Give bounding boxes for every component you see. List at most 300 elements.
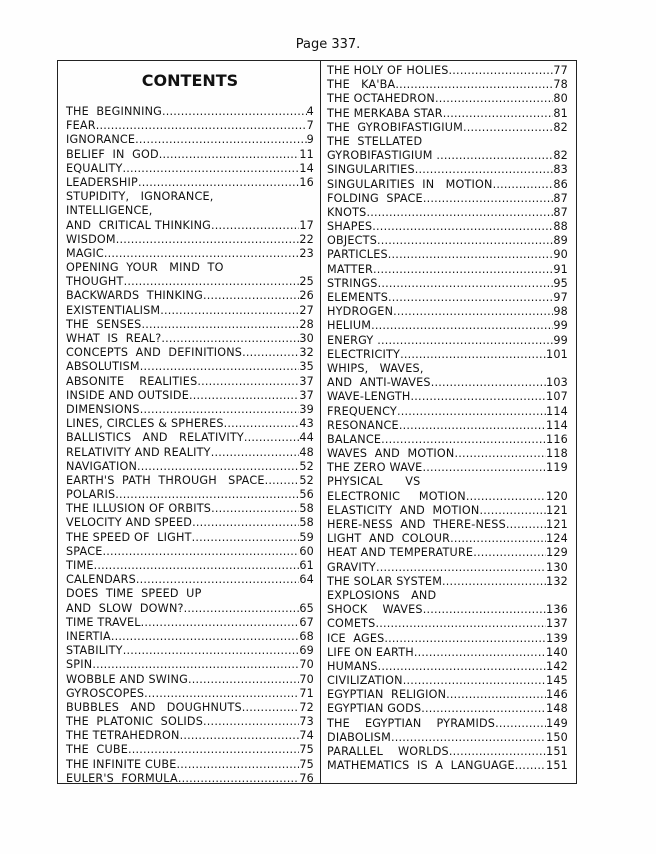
toc-entry-page: 97 (553, 291, 568, 304)
dot-leader (400, 348, 546, 362)
toc-entry (66, 602, 314, 616)
dot-leader (141, 616, 300, 630)
toc-entry-page: 27 (299, 303, 314, 317)
toc-entry (327, 561, 568, 575)
toc-entry (66, 630, 314, 644)
toc-entry (327, 248, 568, 262)
toc-entry (327, 461, 568, 475)
dot-leader (159, 148, 300, 162)
toc-entry-page: 87 (553, 191, 568, 205)
toc-entry (66, 162, 314, 176)
toc-entry-page: 14 (299, 161, 314, 175)
toc-entry (327, 688, 568, 702)
dot-leader (211, 446, 300, 460)
toc-entry-title: THE TETRAHEDRON (66, 729, 180, 743)
contents-column-right (327, 61, 568, 773)
toc-entry-title: EGYPTIAN RELIGION (327, 688, 447, 702)
toc-entry (327, 78, 568, 92)
toc-entry (327, 348, 568, 362)
dot-leader (111, 630, 299, 644)
toc-entry-title: COMETS (327, 617, 376, 631)
toc-entry-title: CIVILIZATION (327, 674, 403, 688)
toc-entry (66, 644, 314, 658)
dot-leader (436, 149, 553, 163)
toc-entry-page: 83 (553, 163, 568, 177)
toc-entry-page: 74 (299, 729, 314, 743)
toc-entry-title: ABSONITE REALITIES (66, 374, 198, 388)
toc-entry-page: 56 (299, 488, 314, 502)
toc-entry-page: 95 (553, 276, 568, 290)
toc-entry-page: 75 (299, 743, 314, 757)
toc-entry-title: BALLISTICS AND RELATIVITY (66, 431, 244, 445)
toc-entry-page: 17 (299, 218, 314, 232)
dot-leader (393, 305, 553, 319)
toc-entry-page: 82 (553, 149, 568, 163)
toc-entry (66, 275, 314, 289)
toc-entry-page: 48 (299, 445, 314, 459)
toc-entry-page: 103 (546, 376, 568, 390)
toc-entry-title: HELIUM (327, 319, 372, 333)
toc-entry-page: 137 (546, 617, 568, 631)
dot-leader (506, 518, 546, 532)
toc-entry-page: 91 (553, 262, 568, 276)
dot-leader (123, 162, 300, 176)
toc-entry-page: 114 (546, 418, 568, 432)
toc-entry (66, 673, 314, 687)
toc-entry-title: STRINGS (327, 276, 378, 290)
toc-entry (66, 531, 314, 545)
toc-entry-page: 16 (299, 175, 314, 189)
toc-entry-page: 28 (299, 317, 314, 331)
toc-entry-title: SPACE (66, 544, 103, 558)
toc-entry-page: 148 (546, 702, 568, 716)
dot-leader (388, 291, 553, 305)
toc-entry (66, 715, 314, 729)
toc-entry (66, 460, 314, 474)
toc-entry-title: ELEMENTS (327, 291, 388, 304)
toc-entry (327, 632, 568, 646)
toc-entry (66, 446, 314, 460)
toc-entry-page: 11 (299, 147, 314, 161)
dot-leader (423, 603, 546, 617)
toc-entry (66, 502, 314, 516)
toc-entry-title: ICE AGES (327, 631, 385, 645)
toc-entry-title: ELECTRONIC MOTION (327, 489, 466, 503)
toc-entry-title: OPENING YOUR MIND TO (66, 261, 224, 275)
toc-entry (327, 121, 568, 135)
toc-entry (327, 745, 568, 759)
toc-entry-title: THE SENSES (66, 317, 142, 331)
toc-entry-page: 30 (299, 332, 314, 345)
dot-leader (449, 745, 546, 759)
toc-entry-title: AND SLOW DOWN? (66, 601, 184, 615)
dot-leader (211, 219, 299, 233)
toc-entry (327, 504, 568, 518)
toc-entry (66, 417, 314, 431)
column-divider (320, 61, 321, 783)
dot-leader (189, 389, 299, 403)
toc-entry (327, 759, 568, 773)
toc-entry-title: ENERGY (327, 333, 378, 347)
dot-leader (450, 532, 546, 546)
toc-entry-page: 64 (299, 573, 314, 587)
toc-entry (327, 518, 568, 532)
toc-entry-title: THE OCTAHEDRON (327, 92, 435, 106)
toc-entry-title: EXISTENTIALISM (66, 303, 161, 317)
toc-entry-page: 23 (299, 246, 314, 260)
toc-entry-title: IGNORANCE (66, 133, 136, 147)
toc-entry-title: EARTH'S PATH THROUGH SPACE. (66, 473, 269, 487)
toc-entry-page: 149 (546, 716, 568, 730)
dot-leader (197, 375, 299, 389)
toc-entry-title: EQUALITY (66, 161, 123, 175)
toc-entry-title: THE STELLATED (327, 134, 423, 148)
dot-leader (515, 759, 546, 773)
toc-entry (327, 405, 568, 419)
dot-leader (411, 390, 546, 404)
toc-entry-title: EULER'S FORMULA (66, 771, 178, 785)
toc-entry (327, 390, 568, 404)
toc-entry (327, 277, 568, 291)
dot-leader (377, 334, 553, 348)
toc-entry (327, 206, 568, 220)
dot-leader (102, 545, 299, 559)
toc-entry-title: FOLDING SPACE (327, 191, 423, 205)
toc-entry-page: 72 (299, 700, 314, 714)
toc-entry (327, 490, 568, 504)
dot-leader (463, 121, 553, 135)
dot-leader (403, 674, 546, 688)
toc-entry-page: 32 (299, 346, 314, 360)
toc-entry (66, 758, 314, 772)
toc-entry (66, 488, 314, 502)
toc-entry (66, 133, 314, 147)
toc-entry (327, 92, 568, 106)
toc-entry (66, 559, 314, 573)
toc-entry-title: TIME (66, 559, 94, 572)
toc-entry-title: EGYPTIAN GODS (327, 702, 422, 716)
dot-leader (184, 602, 300, 616)
dot-leader (454, 447, 546, 461)
dot-leader (442, 575, 546, 589)
toc-entry (327, 376, 568, 390)
toc-entry-page: 69 (299, 644, 314, 658)
dot-leader (140, 360, 300, 374)
toc-entry-page: 75 (299, 757, 314, 771)
toc-entry (66, 658, 314, 672)
toc-entry-title: THE PLATONIC SOLIDS (66, 715, 204, 729)
toc-entry-page: 120 (546, 489, 568, 503)
toc-entry-page: 107 (546, 390, 568, 404)
dot-leader (399, 419, 546, 433)
toc-entry-page: 101 (546, 347, 568, 361)
toc-entry (327, 149, 568, 163)
dot-leader (244, 431, 299, 445)
dot-leader (124, 275, 300, 289)
toc-entry-title: PHYSICAL VS (327, 475, 421, 489)
toc-entry (66, 289, 314, 303)
toc-entry (327, 419, 568, 433)
toc-entry-page: 76 (299, 771, 314, 785)
toc-entry-title: RELATIVITY AND REALITY (66, 445, 211, 459)
toc-entry-title: BUBBLES AND DOUGHNUTS (66, 700, 242, 714)
dot-leader (395, 78, 553, 92)
toc-entry-title: CONCEPTS AND DEFINITIONS (66, 346, 243, 360)
dot-leader (421, 702, 546, 716)
toc-entry (66, 247, 314, 261)
toc-entry (327, 589, 568, 603)
dot-leader (376, 561, 546, 575)
toc-entry-page: 61 (299, 559, 314, 572)
toc-entry-title: WAVES AND MOTION (327, 447, 455, 461)
toc-entry (66, 304, 314, 318)
toc-entry-title: THE EGYPTIAN PYRAMIDS (327, 716, 496, 730)
dot-leader (495, 717, 546, 731)
toc-entry-page: 151 (546, 759, 568, 773)
toc-entry-title: WHAT IS REAL? (66, 332, 162, 345)
toc-entry (66, 743, 314, 757)
toc-entry (66, 204, 314, 218)
right-entries-list (327, 64, 568, 773)
dot-leader (377, 234, 553, 248)
toc-entry-title: BALANCE (327, 432, 382, 446)
toc-entry (66, 261, 314, 275)
toc-entry-page: 25 (299, 275, 314, 289)
toc-entry (327, 362, 568, 376)
contents-box (57, 60, 577, 784)
dot-leader (123, 644, 300, 658)
toc-entry-title: VELOCITY AND SPEED (66, 516, 193, 530)
dot-leader (422, 135, 568, 149)
contents-column-left (66, 61, 314, 786)
toc-entry-title: BACKWARDS THINKING (66, 289, 203, 303)
dot-leader (420, 475, 568, 489)
toc-entry-title: MATHEMATICS IS A LANGUAGE (327, 759, 515, 773)
dot-leader (192, 531, 300, 545)
toc-entry-title: DIMENSIONS (66, 402, 140, 416)
toc-entry-page: 139 (546, 631, 568, 645)
toc-entry-title: GYROSCOPES (66, 686, 145, 700)
toc-entry-page: 87 (553, 205, 568, 219)
toc-entry (66, 587, 314, 601)
dot-leader (115, 488, 299, 502)
toc-entry-page: 43 (299, 417, 314, 431)
toc-entry-page: 99 (553, 319, 568, 333)
toc-entry-title: INSIDE AND OUTSIDE (66, 388, 190, 402)
dot-leader (188, 673, 299, 687)
dot-leader (224, 417, 300, 431)
dot-leader (424, 362, 568, 376)
toc-entry (327, 135, 568, 149)
dot-leader (161, 332, 299, 346)
toc-entry-title: LINES, CIRCLES & SPHERES (66, 417, 224, 431)
toc-entry (327, 603, 568, 617)
toc-entry (327, 717, 568, 731)
toc-entry-page: 140 (546, 645, 568, 659)
toc-entry (327, 220, 568, 234)
toc-entry-title: SINGULARITIES IN MOTION (327, 177, 493, 191)
toc-entry-title: STUPIDITY, IGNORANCE, (66, 190, 214, 204)
toc-entry-page: 151 (546, 745, 568, 758)
toc-entry (66, 375, 314, 389)
dot-leader (431, 376, 546, 390)
toc-entry (66, 389, 314, 403)
dot-leader (211, 502, 299, 516)
dot-leader (135, 133, 307, 147)
toc-entry-page: 7 (306, 119, 314, 133)
toc-entry-page: 71 (299, 686, 314, 700)
toc-entry-page: 68 (299, 629, 314, 643)
toc-entry-page: 52 (299, 473, 314, 487)
toc-entry (66, 431, 314, 445)
dot-leader (391, 731, 546, 745)
toc-entry (327, 702, 568, 716)
toc-entry-title: THE CUBE (66, 743, 128, 757)
toc-entry-title: WHIPS, WAVES, (327, 361, 424, 375)
dot-leader (473, 546, 546, 560)
toc-entry-title: POLARIS (66, 488, 116, 502)
toc-entry (327, 433, 568, 447)
toc-entry-page: 37 (299, 374, 314, 388)
dot-leader (242, 346, 299, 360)
toc-entry-title: THOUGHT (66, 275, 124, 289)
dot-leader (177, 758, 300, 772)
toc-entry-title: FEAR (66, 119, 96, 133)
toc-entry-page: 146 (546, 688, 568, 702)
toc-entry-title: BELIEF IN GOD (66, 147, 159, 161)
dot-leader (414, 646, 546, 660)
toc-entry-page: 70 (299, 672, 314, 686)
toc-entry-page: 44 (299, 431, 314, 445)
toc-entry-page: 116 (546, 432, 568, 446)
dot-leader (152, 204, 314, 218)
toc-entry-title: OBJECTS (327, 234, 377, 248)
dot-leader (443, 107, 554, 121)
dot-leader (372, 220, 553, 234)
dot-leader (104, 247, 299, 261)
toc-entry (327, 475, 568, 489)
dot-leader (180, 729, 300, 743)
toc-entry-title: AND ANTI-WAVES (327, 376, 431, 390)
toc-entry-page: 86 (553, 177, 568, 191)
dot-leader (466, 490, 546, 504)
toc-entry-page: 80 (553, 92, 568, 106)
toc-entry-title: WAVE-LENGTH (327, 390, 411, 404)
dot-leader (435, 92, 553, 106)
toc-entry (66, 474, 314, 488)
toc-entry-title: THE SPEED OF LIGHT (66, 530, 192, 544)
toc-entry (66, 219, 314, 233)
toc-entry-page: 35 (299, 360, 314, 374)
toc-entry (327, 660, 568, 674)
toc-entry-title: GYROBIFASTIGIUM (327, 149, 437, 163)
dot-leader (268, 474, 299, 488)
toc-entry-title: ELASTICITY AND MOTION (327, 503, 480, 517)
toc-entry (327, 234, 568, 248)
toc-entry (327, 107, 568, 121)
toc-entry-title: WISDOM (66, 232, 116, 246)
toc-entry-title: THE SOLAR SYSTEM (327, 574, 443, 588)
toc-entry (66, 176, 314, 190)
toc-entry-page: 98 (553, 305, 568, 319)
toc-entry (327, 291, 568, 305)
toc-entry-page: 132 (546, 574, 568, 588)
toc-entry-title: SHAPES (327, 220, 373, 234)
toc-entry-title: THE ZERO WAVE (327, 461, 423, 475)
toc-entry (327, 163, 568, 177)
toc-entry (66, 360, 314, 374)
toc-entry (327, 64, 568, 78)
toc-entry-title: WOBBLE AND SWING (66, 672, 188, 686)
toc-entry-page: 129 (546, 546, 568, 560)
toc-entry-page: 121 (546, 503, 568, 517)
dot-leader (128, 743, 299, 757)
toc-entry-title: MAGIC (66, 246, 104, 260)
toc-entry-page: 124 (546, 532, 568, 546)
dot-leader (422, 461, 546, 475)
page-number: Page 337. (295, 37, 361, 52)
dot-leader (242, 701, 300, 715)
toc-entry-title: TIME TRAVEL (66, 615, 141, 629)
toc-entry (327, 674, 568, 688)
toc-entry-page: 121 (546, 518, 568, 531)
toc-entry-page: 65 (299, 601, 314, 615)
dot-leader (366, 206, 553, 220)
toc-entry-page: 119 (546, 461, 568, 475)
left-entries-list (66, 105, 314, 786)
toc-entry (327, 447, 568, 461)
toc-entry-page: 37 (299, 388, 314, 402)
toc-entry (66, 687, 314, 701)
toc-entry (66, 403, 314, 417)
toc-entry (66, 701, 314, 715)
toc-entry-page: 114 (546, 404, 568, 418)
dot-leader (378, 660, 546, 674)
toc-entry-page: 60 (299, 544, 314, 558)
toc-entry-page: 82 (553, 120, 568, 134)
toc-entry (66, 119, 314, 133)
toc-entry (66, 729, 314, 743)
dot-leader (373, 263, 553, 277)
dot-leader (116, 233, 300, 247)
dot-leader (141, 318, 299, 332)
toc-entry-title: THE GYROBIFASTIGIUM (327, 120, 464, 134)
dot-leader (144, 687, 299, 701)
toc-entry-title: AND CRITICAL THINKING (66, 218, 212, 232)
toc-entry-page: 88 (553, 220, 568, 234)
toc-entry (327, 305, 568, 319)
toc-entry-page: 26 (299, 289, 314, 303)
toc-entry-title: ABSOLUTISM (66, 360, 140, 374)
toc-entry-title: SINGULARITIES (327, 163, 415, 177)
toc-entry-title: THE MERKABA STAR (327, 106, 443, 120)
toc-entry-title: HERE-NESS AND THERE-NESS (327, 518, 506, 531)
toc-entry-page: 150 (546, 730, 568, 744)
toc-entry-title: PARALLEL WORLDS (327, 745, 449, 758)
toc-entry-page: 73 (299, 715, 314, 729)
toc-entry-title: THE HOLY OF HOLIES (327, 64, 449, 77)
toc-entry-page: 136 (546, 603, 568, 617)
toc-entry-page: 142 (546, 659, 568, 673)
toc-entry (66, 318, 314, 332)
toc-entry-title: SPIN (66, 658, 93, 672)
toc-entry-title: NAVIGATION (66, 459, 138, 473)
toc-entry-title: ELECTRICITY (327, 347, 401, 361)
dot-leader (140, 403, 300, 417)
dot-leader (162, 105, 307, 119)
toc-entry (66, 545, 314, 559)
toc-entry-title: PARTICLES (327, 248, 388, 262)
